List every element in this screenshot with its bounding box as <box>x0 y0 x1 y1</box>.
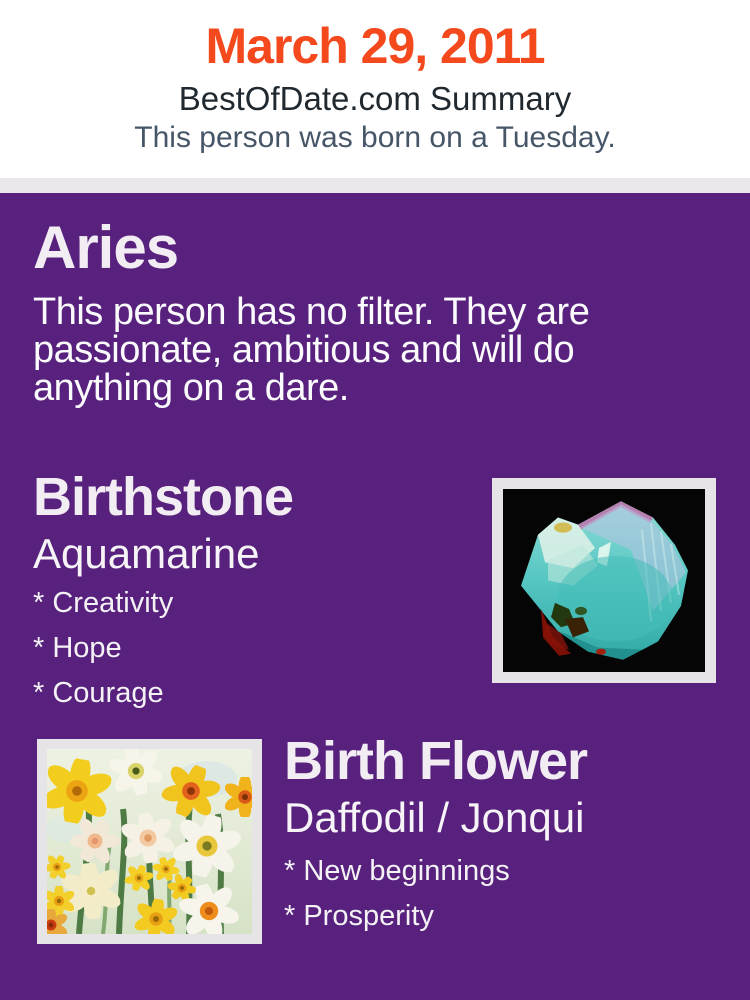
aquamarine-photo-frame <box>492 478 716 683</box>
birth-flower-trait: * New beginnings <box>284 855 510 887</box>
aquamarine-stone-photo <box>503 489 705 672</box>
header <box>0 0 750 178</box>
header-divider <box>0 178 750 193</box>
main-section <box>0 193 750 1000</box>
birthstone-name: Aquamarine <box>33 530 260 577</box>
daffodil-photo-frame <box>37 739 262 944</box>
birth-flower-trait: * Prosperity <box>284 900 434 932</box>
born-day-line: This person was born on a Tuesday. <box>134 121 616 154</box>
birthstone-trait: * Creativity <box>33 587 174 619</box>
birth-flower-heading: Birth Flower <box>284 731 588 791</box>
birthstone-heading: Birthstone <box>33 467 293 527</box>
birthstone-trait: * Courage <box>33 677 164 709</box>
date-title: March 29, 2011 <box>205 18 545 74</box>
zodiac-description: This person has no filter. They are passionate, ambitious and will do anything on a dare. <box>33 291 590 409</box>
site-summary-subtitle: BestOfDate.com Summary <box>178 80 572 117</box>
zodiac-sign-heading: Aries <box>33 214 179 281</box>
birthstone-trait: * Hope <box>33 632 122 664</box>
birth-flower-name: Daffodil / Jonqui <box>284 794 585 841</box>
daffodil-flowers-photo <box>47 749 252 934</box>
